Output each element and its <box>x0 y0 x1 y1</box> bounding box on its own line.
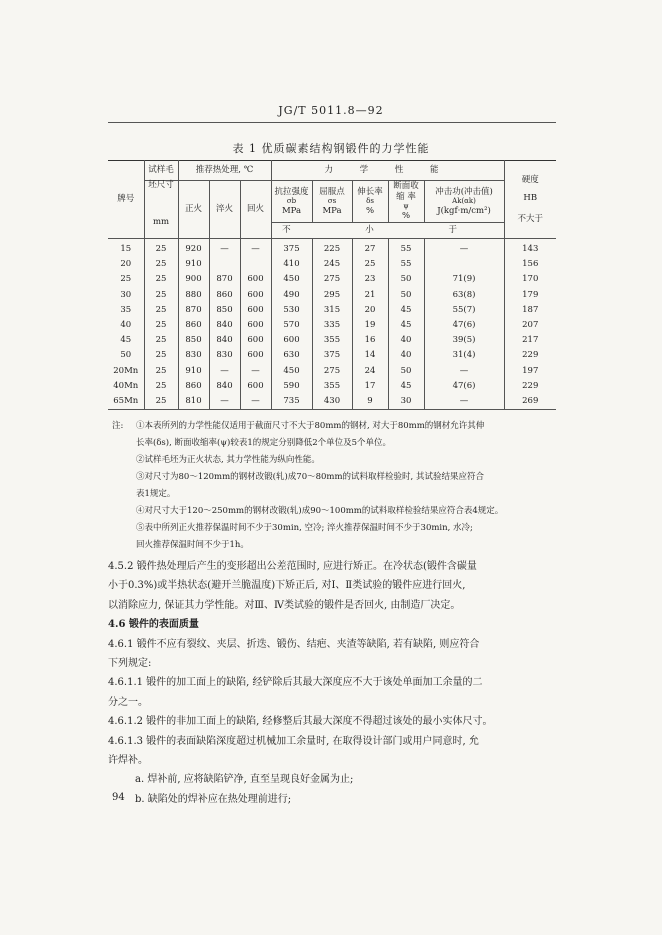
table-cell: — <box>240 239 271 258</box>
table-row <box>108 333 556 348</box>
table-cell: 14 <box>352 348 388 363</box>
table-row <box>108 379 556 394</box>
table-cell: 170 <box>504 272 556 287</box>
table-cell: 55 <box>388 257 424 272</box>
col-elongation: 伸长率 δs % <box>352 181 388 223</box>
table-cell: 25 <box>144 288 178 303</box>
table-cell: 860 <box>209 288 240 303</box>
table-cell: 45 <box>388 318 424 333</box>
table-cell: 30 <box>388 394 424 410</box>
table-cell: 40 <box>388 333 424 348</box>
table-cell: — <box>209 364 240 379</box>
col-tensile-strength: 抗拉强度 σb MPa <box>271 181 312 223</box>
table-cell: 50 <box>388 364 424 379</box>
standard-code: JG/T 5011.8—92 <box>278 104 384 117</box>
table-cell: 63(8) <box>424 288 504 303</box>
mechanical-properties-table-wrapper <box>108 160 556 410</box>
table-cell: 830 <box>209 348 240 363</box>
table-cell <box>209 257 240 272</box>
para-4-5-2-line-2: 小于0.3%)或半热状态(避开兰脆温度)下矫正后, 对Ⅰ、Ⅱ类试验的锻件应进行回火, <box>108 580 466 592</box>
table-cell: 45 <box>388 379 424 394</box>
table-cell: 490 <box>271 288 312 303</box>
table-cell: 600 <box>240 303 271 318</box>
table-cell: 860 <box>178 318 209 333</box>
heading-4-6: 4.6 锻件的表面质量 <box>108 619 199 631</box>
table-cell: 25 <box>144 239 178 258</box>
col-blank-size-top: 试样毛 <box>144 161 178 181</box>
col-impact-energy: 冲击功(冲击值) Ak(αk) J(kgf·m/cm²) <box>424 181 504 223</box>
table-cell: 900 <box>178 272 209 287</box>
table-cell: 23 <box>352 272 388 287</box>
note-3: ③对尺寸为80～120mm的钢材改锻(轧)成70～80mm的试料取样检验时, 其试验结果应符合 <box>136 472 484 482</box>
note-5: ⑤表中所列正火推荐保温时间不少于30min, 空冷; 淬火推荐保温时间不少于30min, 水冷; <box>136 523 473 533</box>
table-row <box>108 364 556 379</box>
table-cell: 870 <box>178 303 209 318</box>
table-cell: 207 <box>504 318 556 333</box>
table-cell: 600 <box>240 333 271 348</box>
table-cell: 870 <box>209 272 240 287</box>
table-cell: 229 <box>504 379 556 394</box>
table-cell: 25 <box>144 257 178 272</box>
table-cell: 17 <box>352 379 388 394</box>
table-cell: 810 <box>178 394 209 410</box>
table-cell: 25 <box>144 379 178 394</box>
table-cell: 860 <box>178 379 209 394</box>
para-4-6-1-1-line-1: 4.6.1.1 锻件的加工面上的缺陷, 经铲除后其最大深度应不大于该处单面加工余量的二 <box>108 677 483 689</box>
table-cell: 40 <box>108 318 144 333</box>
table-cell: 315 <box>312 303 352 318</box>
table-cell <box>240 257 271 272</box>
page-number: 94 <box>112 792 125 803</box>
item-a: a. 焊补前, 应将缺陷铲净, 直至呈现良好金属为止; <box>135 774 354 786</box>
table-cell: 25 <box>352 257 388 272</box>
col-heat-treatment: 推荐热处理, ℃ <box>178 161 271 181</box>
table-row <box>108 394 556 410</box>
table-cell: 275 <box>312 364 352 379</box>
col-normalize: 正火 <box>178 181 209 239</box>
table-cell: 840 <box>209 379 240 394</box>
table-cell: 355 <box>312 379 352 394</box>
table-cell: 16 <box>352 333 388 348</box>
table-cell: 910 <box>178 257 209 272</box>
table-cell: 229 <box>504 348 556 363</box>
table-cell: 156 <box>504 257 556 272</box>
table-cell: 47(6) <box>424 318 504 333</box>
table-cell: 55(7) <box>424 303 504 318</box>
table-row <box>108 239 556 258</box>
table-row <box>108 257 556 272</box>
table-cell: 630 <box>271 348 312 363</box>
table-cell: 55 <box>388 239 424 258</box>
table-cell: 880 <box>178 288 209 303</box>
table-cell: 920 <box>178 239 209 258</box>
table-caption: 表 1 优质碳素结构钢锻件的力学性能 <box>232 142 430 155</box>
note-1-cont: 长率(δs), 断面收缩率(ψ)较表1的规定分别降低2个单位及5个单位。 <box>136 438 392 448</box>
table-cell: 197 <box>504 364 556 379</box>
para-4-6-1-line-1: 4.6.1 锻件不应有裂纹、夹层、折迭、锻伤、结疤、夹渣等缺陷, 若有缺陷, 则应符合 <box>108 638 480 650</box>
table-cell: — <box>240 394 271 410</box>
table-cell: 45 <box>108 333 144 348</box>
table-cell: 275 <box>312 272 352 287</box>
table-cell: 430 <box>312 394 352 410</box>
table-cell: 850 <box>209 303 240 318</box>
table-cell: 830 <box>178 348 209 363</box>
table-cell: 600 <box>240 288 271 303</box>
table-row <box>108 288 556 303</box>
table-row <box>108 303 556 318</box>
para-4-5-2-line-3: 以消除应力, 保证其力学性能。对Ⅲ、Ⅳ类试验的锻件是否回火, 由制造厂决定。 <box>108 599 461 611</box>
table-cell: 71(9) <box>424 272 504 287</box>
table-cell: — <box>424 239 504 258</box>
table-cell: — <box>424 364 504 379</box>
table-cell: 600 <box>271 333 312 348</box>
col-mechanical-properties: 力 学 性 能 <box>271 161 504 181</box>
table-cell: 50 <box>388 288 424 303</box>
table-cell: 295 <box>312 288 352 303</box>
table-cell: 25 <box>108 272 144 287</box>
table-cell: 20Mn <box>108 364 144 379</box>
table-cell: 600 <box>240 272 271 287</box>
table-cell: 910 <box>178 364 209 379</box>
table-cell: 30 <box>108 288 144 303</box>
table-row <box>108 318 556 333</box>
col-reduction-of-area: 断面收 缩 率 ψ % <box>388 181 424 223</box>
table-cell: — <box>240 364 271 379</box>
col-grade: 牌号 <box>108 161 144 239</box>
table-cell: 600 <box>240 348 271 363</box>
col-hardness: 硬度 HB 不大于 <box>504 161 556 239</box>
col-yield-point: 屈服点 σs MPa <box>312 181 352 223</box>
table-cell: 40Mn <box>108 379 144 394</box>
table-cell: 20 <box>352 303 388 318</box>
para-4-6-1-3-line-1: 4.6.1.3 锻件的表面缺陷深度超过机械加工余量时, 在取得设计部门或用户同意时, 允 <box>108 735 479 747</box>
note-1: 注: ①本表所列的力学性能仅适用于截面尺寸不大于80mm的钢材, 对大于80mm的钢材允许其伸 <box>112 421 485 431</box>
table-cell: 20 <box>108 257 144 272</box>
col-temper: 回火 <box>240 181 271 239</box>
table-cell: 35 <box>108 303 144 318</box>
table-cell: 187 <box>504 303 556 318</box>
table-cell: 40 <box>388 348 424 363</box>
col-blank-size-bottom: 坯尺寸 mm <box>144 181 178 239</box>
table-cell: 50 <box>388 272 424 287</box>
table-cell: 355 <box>312 333 352 348</box>
note-5-cont: 回火推荐保温时间不少于1h。 <box>136 540 249 550</box>
table-cell: 19 <box>352 318 388 333</box>
table-cell: 375 <box>312 348 352 363</box>
table-cell: 24 <box>352 364 388 379</box>
table-cell: 25 <box>144 272 178 287</box>
table-row <box>108 272 556 287</box>
table-cell: 25 <box>144 303 178 318</box>
table-cell: 570 <box>271 318 312 333</box>
table-cell: 25 <box>144 364 178 379</box>
table-cell: — <box>209 239 240 258</box>
table-cell: 530 <box>271 303 312 318</box>
note-4: ④对尺寸大于120～250mm的钢材改锻(轧)成90～100mm的试料取样检验结果应符合表4规定。 <box>136 506 504 516</box>
table-cell: 450 <box>271 364 312 379</box>
table-cell: 15 <box>108 239 144 258</box>
table-cell: 9 <box>352 394 388 410</box>
table-cell: — <box>424 394 504 410</box>
table-cell: 245 <box>312 257 352 272</box>
table-cell: 27 <box>352 239 388 258</box>
table-cell: 600 <box>240 379 271 394</box>
table-cell: 25 <box>144 333 178 348</box>
table-cell: 65Mn <box>108 394 144 410</box>
table-cell: 590 <box>271 379 312 394</box>
table-notes <box>112 418 558 554</box>
table-cell: 735 <box>271 394 312 410</box>
table-cell: 31(4) <box>424 348 504 363</box>
table-cell: 21 <box>352 288 388 303</box>
table-cell: — <box>209 394 240 410</box>
note-3-cont: 表1规定。 <box>136 489 176 499</box>
table-cell: 179 <box>504 288 556 303</box>
table-cell: 375 <box>271 239 312 258</box>
table-cell: 840 <box>209 318 240 333</box>
table-cell: 47(6) <box>424 379 504 394</box>
table-cell: 39(5) <box>424 333 504 348</box>
table-cell: 850 <box>178 333 209 348</box>
table-cell: 217 <box>504 333 556 348</box>
table-cell: 225 <box>312 239 352 258</box>
table-cell: 25 <box>144 318 178 333</box>
body-text <box>108 557 556 809</box>
mechanical-properties-table <box>108 160 556 410</box>
note-2: ②试样毛坯为正火状态, 其力学性能为纵向性能。 <box>136 455 320 465</box>
table-cell <box>424 257 504 272</box>
para-4-6-1-1-line-2: 分之一。 <box>108 696 148 708</box>
table-cell: 840 <box>209 333 240 348</box>
table-cell: 25 <box>144 394 178 410</box>
table-cell: 50 <box>108 348 144 363</box>
table-cell: 143 <box>504 239 556 258</box>
table-cell: 335 <box>312 318 352 333</box>
table-cell: 45 <box>388 303 424 318</box>
table-row <box>108 348 556 363</box>
para-4-6-1-line-2: 下列规定: <box>108 658 152 670</box>
col-quench: 淬火 <box>209 181 240 239</box>
item-b: b. 缺陷处的焊补应在热处理前进行; <box>135 793 292 805</box>
para-4-6-1-3-line-2: 许焊补。 <box>108 755 148 767</box>
table-cell: 450 <box>271 272 312 287</box>
table-cell: 410 <box>271 257 312 272</box>
table-cell: 600 <box>240 318 271 333</box>
min-value-label: 不 小 于 <box>271 223 504 239</box>
para-4-5-2-line-1: 4.5.2 锻件热处理后产生的变形超出公差范围时, 应进行矫正。在冷状态(锻件含碳量 <box>108 561 477 572</box>
para-4-6-1-2: 4.6.1.2 锻件的非加工面上的缺陷, 经修整后其最大深度不得超过该处的最小实体尺寸。 <box>108 716 493 728</box>
table-cell: 269 <box>504 394 556 410</box>
header-rule <box>108 122 556 123</box>
table-cell: 25 <box>144 348 178 363</box>
